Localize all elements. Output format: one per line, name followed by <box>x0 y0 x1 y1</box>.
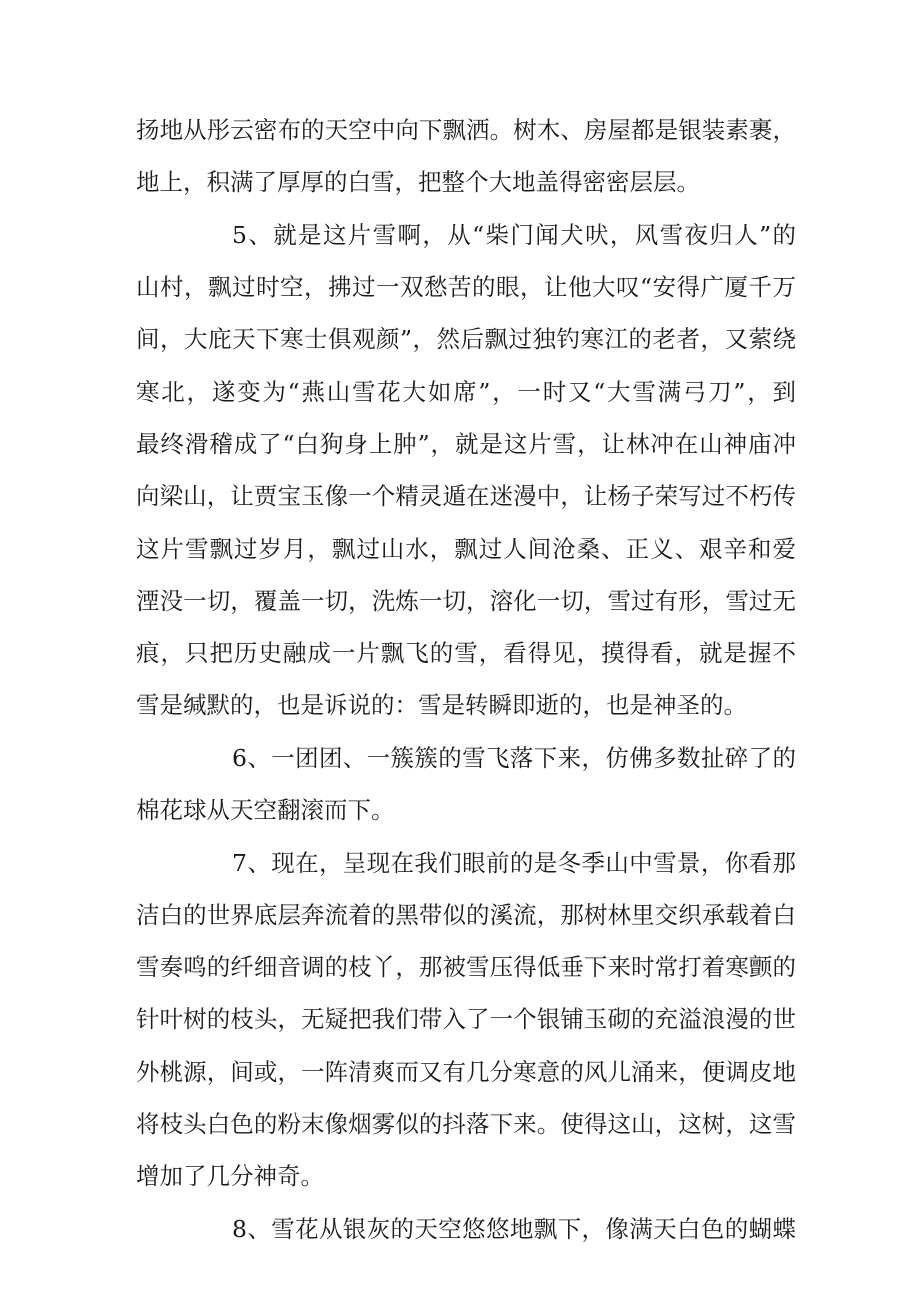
text-line: 增加了几分神奇。 <box>136 1162 324 1190</box>
text-line: 最终滑稽成了“白狗身上肿”，就是这片雪，让林冲在山神庙冲 <box>136 430 796 458</box>
text-line: 地上，积满了厚厚的白雪，把整个大地盖得密密层层。 <box>136 168 700 196</box>
paragraph-6-start: 6、一团团、一簇簇的雪飞落下来，仿佛多数扯碎了的 <box>232 744 796 772</box>
paragraph-8-start: 8、雪花从银灰的天空悠悠地飘下，像满天白色的蝴蝶 <box>232 1215 796 1243</box>
text-line: 外桃源，间或，一阵清爽而又有几分寒意的风儿涌来，便调皮地 <box>136 1058 796 1086</box>
text-line: 扬地从彤云密布的天空中向下飘洒。树木、房屋都是银装素裹， <box>136 116 796 144</box>
text-line: 洁白的世界底层奔流着的黑带似的溪流，那树林里交织承载着白 <box>136 901 796 929</box>
paragraph-5-start: 5、就是这片雪啊，从“柴门闻犬吠，风雪夜归人”的 <box>232 221 796 249</box>
text-line: 寒北，遂变为“燕山雪花大如席”，一时又“大雪满弓刀”，到 <box>136 378 796 406</box>
text-line: 山村，飘过时空，拂过一双愁苦的眼，让他大叹“安得广厦千万 <box>136 273 796 301</box>
text-line: 间，大庇天下寒士俱观颜”，然后飘过独钓寒江的老者，又萦绕 <box>136 325 796 353</box>
paragraph-7-start: 7、现在，呈现在我们眼前的是冬季山中雪景，你看那 <box>232 849 796 877</box>
text-line: 雪是缄默的，也是诉说的：雪是转瞬即逝的，也是神圣的。 <box>136 691 747 719</box>
text-line: 这片雪飘过岁月，飘过山水，飘过人间沧桑、正义、艰辛和爱 <box>136 535 796 563</box>
text-line: 痕，只把历史融成一片飘飞的雪，看得见，摸得看，就是握不 <box>136 639 796 667</box>
text-line: 雪奏鸣的纤细音调的枝丫，那被雪压得低垂下来时常打着寒颤的 <box>136 953 796 981</box>
text-line: 针叶树的枝头，无疑把我们带入了一个银铺玉砌的充溢浪漫的世 <box>136 1005 796 1033</box>
text-line: 棉花球从天空翻滚而下。 <box>136 796 395 824</box>
text-line: 向梁山，让贾宝玉像一个精灵遁在迷漫中，让杨子荣写过不朽传 <box>136 482 796 510</box>
text-line: 将枝头白色的粉末像烟雾似的抖落下来。使得这山，这树，这雪 <box>136 1110 796 1138</box>
text-line: 湮没一切，覆盖一切，洗炼一切，溶化一切，雪过有形，雪过无 <box>136 587 796 615</box>
